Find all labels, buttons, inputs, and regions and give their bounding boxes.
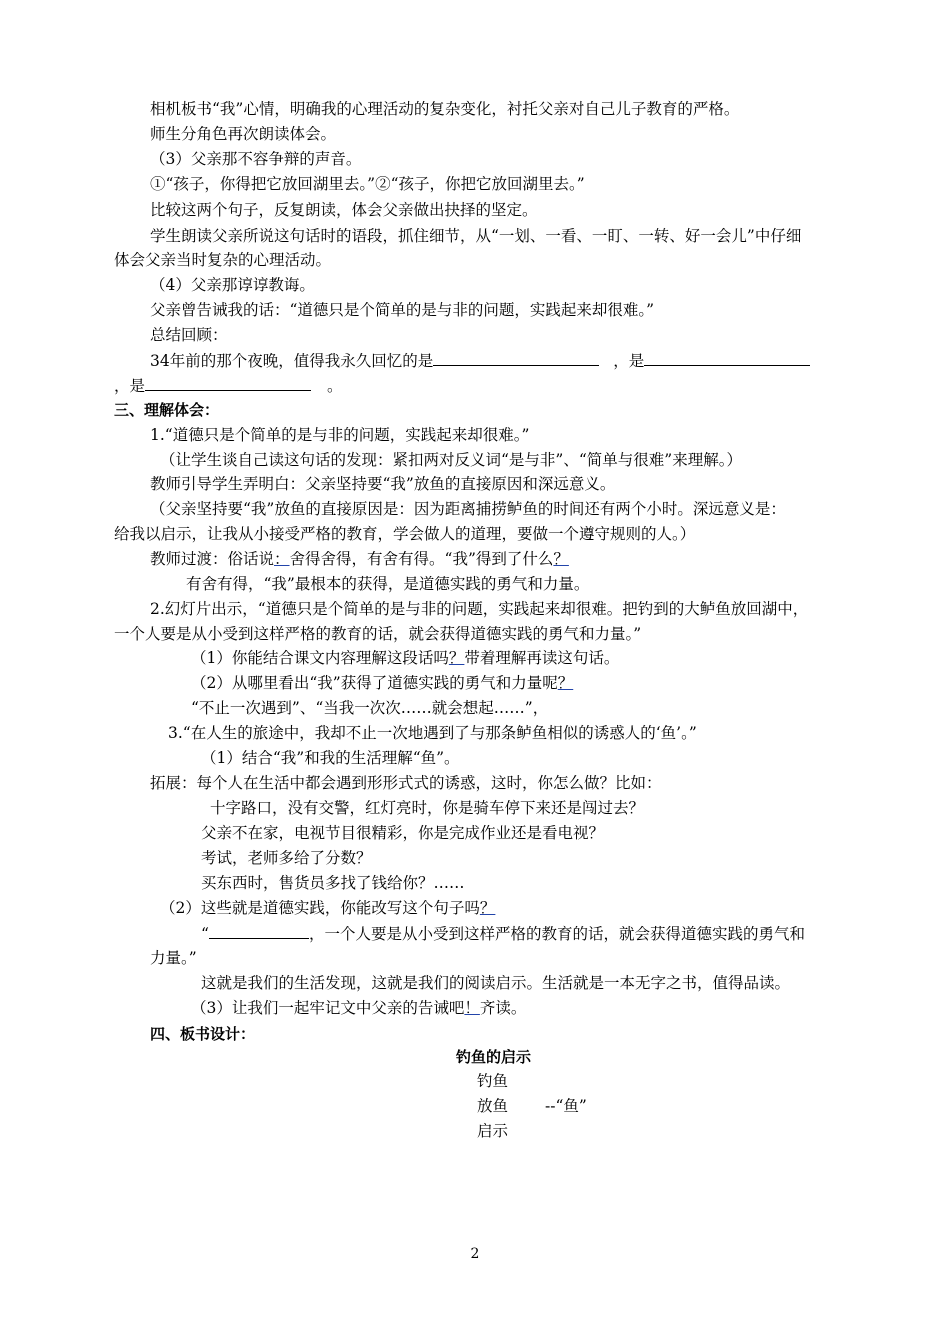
paragraph: 拓展：每个人在生活中都会遇到形形式式的诱惑，这时，你怎么做？比如： (150, 774, 662, 792)
underlined-mark: ？ (553, 550, 569, 568)
text: 舍得舍得，有舍有得。“我”得到了什么 (289, 550, 554, 568)
underlined-mark: ！ (464, 999, 480, 1017)
blank-field (644, 350, 810, 366)
paragraph: 父亲曾告诫我的话：“道德只是个简单的是与非的问题，实践起来却很难。” (150, 301, 655, 319)
paragraph: （1）结合“我”和我的生活理解“鱼”。 (201, 749, 460, 767)
text: 齐读。 (479, 999, 527, 1017)
text: （2）这些就是道德实践，你能改写这个句子吗 (160, 899, 480, 917)
paragraph: （4）父亲那谆谆教诲。 (150, 276, 315, 294)
paragraph: “不止一次遇到”、“当我一次次……就会想起……”， (191, 699, 549, 717)
paragraph: 师生分角色再次朗读体会。 (150, 125, 337, 143)
board-item: --“鱼” (545, 1097, 587, 1115)
underlined-mark: ： (274, 550, 290, 568)
fill-blank-line (114, 375, 343, 396)
paragraph: 有舍有得，“我”最根本的获得，是道德实践的勇气和力量。 (186, 575, 590, 593)
blank-field (209, 923, 309, 939)
paragraph: ①“孩子，你得把它放回湖里去。”②“孩子，你把它放回湖里去。” (150, 175, 585, 193)
text: 34年前的那个夜晚，值得我永久回忆的是 (150, 352, 434, 370)
paragraph: 体会父亲当时复杂的心理活动。 (114, 251, 332, 269)
text: （1）你能结合课文内容理解这段话吗 (191, 649, 449, 667)
paragraph: 2.幻灯片出示，“道德只是个简单的是与非的问题，实践起来却很难。把钓到的大鲈鱼放回湖中， (150, 600, 809, 618)
paragraph: 学生朗读父亲所说这句话时的语段，抓住细节，从“一划、一看、一盯、一转、好一会儿”中仔细 (150, 227, 802, 245)
text: ，一个人要是从小受到这样严格的教育的话，就会获得道德实践的勇气和 (308, 925, 805, 943)
paragraph: 总结回顾： (150, 326, 228, 344)
board-item: 放鱼 (477, 1097, 509, 1115)
paragraph: 相机板书“我”心情，明确我的心理活动的复杂变化，衬托父亲对自己儿子教育的严格。 (150, 100, 740, 118)
paragraph: 买东西时，售货员多找了钱给你？…… (201, 874, 465, 892)
paragraph: （父亲坚持要“我”放鱼的直接原因是：因为距离捕捞鲈鱼的时间还有两个小时。深远意义是： (150, 500, 786, 518)
paragraph (160, 898, 495, 918)
fill-blank-line (150, 350, 810, 371)
underlined-mark: ？ (479, 899, 496, 917)
text: 教师过渡：俗话说 (150, 550, 275, 568)
paragraph (191, 648, 619, 668)
section-heading: 四、板书设计： (150, 1025, 256, 1043)
paragraph: 这就是我们的生活发现，这就是我们的阅读启示。生活就是一本无字之书，值得品读。 (201, 974, 791, 992)
paragraph (191, 673, 573, 693)
paragraph: （3）父亲那不容争辩的声音。 (150, 150, 362, 168)
page-number: 2 (470, 1246, 480, 1262)
paragraph: 给我以启示，让我从小接受严格的教育，学会做人的道理，要做一个遵守规则的人。） (114, 525, 696, 543)
text: （3）让我们一起牢记文中父亲的告诫吧 (191, 999, 465, 1017)
text: 。 (327, 377, 343, 395)
section-heading: 三、理解体会： (114, 401, 220, 419)
board-item: 启示 (477, 1122, 509, 1140)
paragraph: 1.“道德只是个简单的是与非的问题，实践起来却很难。” (150, 426, 530, 444)
paragraph: 比较这两个句子，反复朗读，体会父亲做出抉择的坚定。 (150, 201, 538, 219)
paragraph: 父亲不在家，电视节目很精彩，你是完成作业还是看电视？ (201, 824, 605, 842)
text: ，是 (114, 377, 146, 395)
fill-blank-line (201, 923, 805, 944)
paragraph: 考试，老师多给了分数？ (201, 849, 372, 867)
paragraph: 力量。” (150, 949, 197, 967)
text: ，是 (613, 352, 645, 370)
paragraph: 教师引导学生弄明白：父亲坚持要“我”放鱼的直接原因和深远意义。 (150, 475, 616, 493)
paragraph: 十字路口，没有交警，红灯亮时，你是骑车停下来还是闯过去？ (210, 799, 645, 817)
underlined-mark: ？ (557, 674, 574, 692)
text: 带着理解再读这句话。 (464, 649, 620, 667)
board-title: 钓鱼的启示 (456, 1048, 532, 1066)
blank-field (145, 375, 311, 391)
board-item: 钓鱼 (477, 1072, 509, 1090)
paragraph: （让学生谈自己读这句话的发现：紧扣两对反义词“是与非”、“简单与很难”来理解。） (160, 451, 742, 469)
paragraph (191, 998, 526, 1018)
paragraph (150, 549, 569, 569)
paragraph: 一个人要是从小受到这样严格的教育的话，就会获得道德实践的勇气和力量。” (114, 625, 642, 643)
underlined-mark: ？ (448, 649, 465, 667)
paragraph: 3.“在人生的旅途中，我却不止一次地遇到了与那条鲈鱼相似的诱惑人的‘鱼’。” (168, 724, 697, 742)
blank-field (433, 350, 599, 366)
text: “ (201, 925, 209, 943)
text: （2）从哪里看出“我”获得了道德实践的勇气和力量呢 (191, 674, 558, 692)
